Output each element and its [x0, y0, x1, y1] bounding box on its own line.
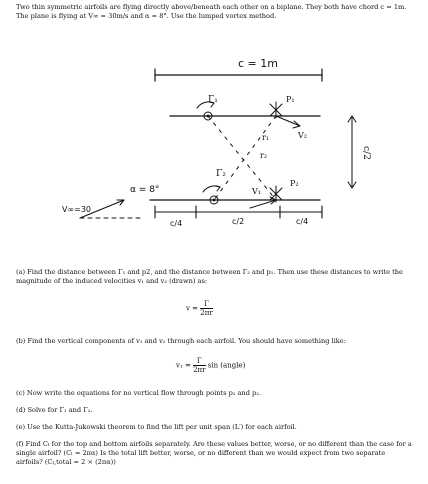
part-d: (d) Solve for Γ₁ and Γ₂. [16, 406, 93, 414]
gap-dimension-icon [348, 116, 356, 188]
problem-intro: Two thin symmetric airfoils are flying directly above/beneath each other on a biplane. They both have chord c = 1m. The plane is flying at V∞ = 30m/s and α = 8°. Use the lumped vortex method. [16, 3, 407, 20]
eq-b-fraction [193, 357, 205, 374]
part-c: (c) Now write the equations for no vertical flow through points p₁ and p₂. [16, 389, 261, 397]
dim-right-label: c/4 [296, 217, 309, 226]
equation-b [176, 357, 245, 374]
eq-a-num: Γ [200, 300, 212, 309]
eq-b-num: Γ [193, 357, 205, 366]
equation-a [186, 300, 213, 317]
eq-b-tail: sin (angle) [207, 361, 246, 370]
chord-dimension-line [155, 69, 322, 81]
eq-a-den: 2πr [200, 309, 213, 317]
part-e: (e) Use the Kutta-Jukowski theorem to find the lift per unit span (L′) for each airfoil. [16, 423, 297, 431]
gamma2-label: Γ₂ [216, 169, 226, 179]
p2-label: P₂ [290, 179, 299, 188]
p1-label: P₁ [286, 95, 295, 104]
dim-mid-label: c/2 [232, 217, 245, 226]
alpha-label: α = 8° [130, 185, 160, 195]
gap-label: c/2 [361, 146, 371, 160]
dim-left-label: c/4 [170, 219, 183, 228]
v1-arrow-icon [250, 197, 276, 208]
chord-label: c = 1m [238, 57, 278, 70]
part-a: (a) Find the distance between Γ₁ and p2, and the distance between Γ₂ and p₁. Then use these distances to write the magnitude of the induced velocities v₁ and v₂ (drawn) as: [16, 268, 403, 285]
eq-b-den: 2πr [193, 366, 206, 374]
v1-label: V₁ [252, 187, 261, 196]
eq-b-lhs: v₁ = [176, 361, 191, 370]
freestream-label: V∞=30 [62, 205, 92, 214]
v2-arrow-icon [276, 116, 300, 128]
part-b: (b) Find the vertical components of v₁ and v₂ through each airfoil. You should have something like: [16, 337, 346, 345]
r1-label: r₁ [262, 133, 270, 142]
gamma1-label: Γ₁ [208, 95, 218, 105]
gamma2-vortex-icon [203, 186, 220, 204]
eq-a-lhs: v = [186, 304, 199, 313]
r2-label: r₂ [260, 151, 268, 160]
eq-a-fraction [200, 300, 212, 317]
biplane-diagram [0, 40, 428, 280]
part-f: (f) Find Cₗ for the top and bottom airfoils separately. Are these values better, worse, or no different than the case for a single airfoil? (Cₗ = 2πα) Is the total lift better, worse, or no different than we would expect from two separate airfoils? (Cₗ,total = 2 × (2πα)) [16, 440, 412, 466]
v2-label: V₂ [298, 131, 307, 140]
